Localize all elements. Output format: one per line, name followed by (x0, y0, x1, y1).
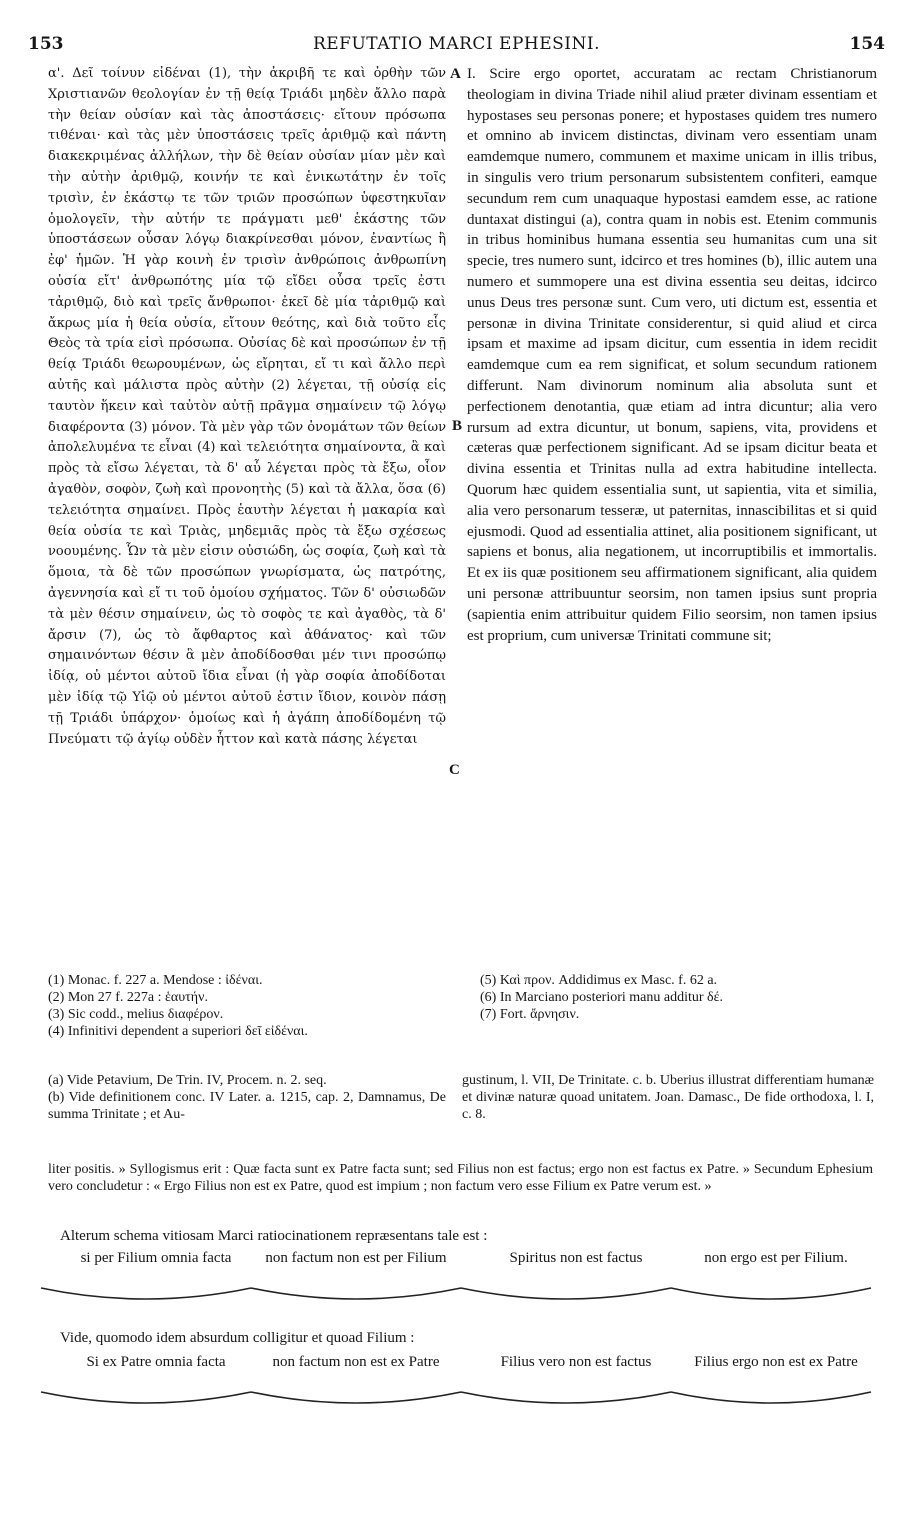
running-header (28, 34, 885, 62)
margin-letter-a: A (450, 66, 461, 82)
running-title: REFUTATIO MARCI EPHESINI. (312, 34, 601, 54)
reference-item: (b) Vide definitionem conc. IV Later. a. 1215, cap. 2, Damnamus, De summa Trinitate ; et Au- (48, 1090, 446, 1122)
note-item: (3) Sic codd., melius διαφέρον. (48, 1007, 224, 1022)
latin-column (467, 64, 877, 646)
reference-item: (a) Vide Petavium, De Trin. IV, Procem. n. 2. seq. (48, 1073, 327, 1088)
reference-item: gustinum, l. VII, De Trinitate. c. b. Uberius illustrat differentiam humanæ et divinæ naturæ quoad unitatem. Joan. Damasc., De fide orthodoxa, l. I, c. 8. (462, 1073, 874, 1122)
bottom-paragraph: liter positis. » Syllogismus erit : Quæ facta sunt ex Patre facta sunt; sed Filius non est factus; ergo non est factus ex Patre. » Secundum Ephesium vero concludetur : « Ergo Filius non est ex Patre, quod est impium ; non factum vero esse Filium ex Patre verum est. » (48, 1162, 873, 1194)
note-item: (6) In Marciano posteriori manu additur δέ. (480, 990, 724, 1005)
note-item: (5) Καὶ προν. Addidimus ex Masc. f. 62 a. (480, 973, 718, 988)
schema1-diagram (36, 1250, 876, 1310)
page-number-left: 153 (28, 34, 64, 54)
margin-letter-b: B (452, 418, 463, 434)
schema2-cell: Si ex Patre omnia facta (86, 1354, 226, 1370)
latin-paragraph: I. Scire ergo oportet, accuratam ac rectam Christianorum theologiam in divina Triade nihil aliud præter divinam essentiam et hypostases seu personas ponere; et hypostases quidem tres numero et omnino ab invicem distinctas, divinam vero essentiam unam eamdemque numero, communem et maxime unicam in illis tribus, in singulis vero trium personarum subsistentem confiteri, eamque secundum rem cum unaquaque hypostasi eamdem esse, ac ratione duntaxat distingui (a), contra quam in nobis est. Etenim communis in tribus hominibus humana essentia seu humanitas cum una sit specie, tres numero sunt, idcirco et tres homines (b), illic autem una numero et summopere una est divina essentia seu deitas, idcirco unus Deus tres personæ sunt. Cum vero, uti dictum est, essentia et personæ in divina Trinitate considerentur, si quid aliud et circa ipsam et maxime ad ipsam dicitur, cum essentia in idem recidit eamdemque cum ea rem significat, et solum secundum rationem differunt. Nam divinorum nominum alia absoluta sunt et perfectionem denotantia, quæ etiam ad intra dicuntur; alia vero rursum ad extra dicuntur, ut bonum, sapiens, vita, providens et cæteras quæ perfectionem significant. Ad se ipsam dicitur beata et divina essentia et Trinitas nulla ad extra habitudine intellecta. Quorum hæc quidem essentialia sunt, ut sapientia, vita et similia, alia vero personarum tesseræ, ut paternitas, innascibilitas et si quid ejusmodi. Quod ad essentialia attinet, alia positionem significant, ut sapiens et bonus, alia negationem, ut incorruptibilis et immortalis. Et ex iis quæ positionem seu affirmationem significant, alia quidem uni personæ attribuuntur seorsim, non tamen ipsius sunt propria (sapientia enim attribuitur quidem Filio seorsim, non tamen ipsius est proprium, cum universæ Trinitati commune sit; (467, 66, 877, 644)
references-left (48, 1072, 446, 1123)
schema2-cell: Filius ergo non est ex Patre (694, 1354, 858, 1370)
references-right (462, 1072, 874, 1123)
schema2-cell: non factum non est ex Patre (272, 1354, 440, 1370)
margin-letter-c: C (449, 762, 460, 778)
note-item: (1) Monac. f. 227 a. Mendose : ἰδέναι. (48, 973, 263, 988)
textual-notes-right (480, 972, 880, 1023)
schema1-title: Alterum schema vitiosam Marci ratiocinationem repræsentans tale est : (60, 1228, 488, 1244)
textual-notes-left (48, 972, 448, 1040)
schema1-cell: non ergo est per Filium. (704, 1250, 848, 1266)
schema2-diagram (36, 1354, 876, 1414)
schema1-cell: Spiritus non est factus (509, 1250, 643, 1266)
schema2-title: Vide, quomodo idem absurdum colligitur et quoad Filium : (60, 1330, 415, 1346)
schema2-arcs (36, 1388, 876, 1416)
schema1-arcs (36, 1284, 876, 1312)
greek-paragraph: α'. Δεῖ τοίνυν εἰδέναι (1), τὴν ἀκριβῆ τε καὶ ὀρθὴν τῶν Χριστιανῶν θεολογίαν ἐν τῇ θείᾳ Τριάδι μηδὲν ἄλλο παρὰ τὴν θείαν οὐσίαν καὶ τὰς ἀποστάσεις· εἴτουν πρόσωπα τιθέναι· καὶ τὰς μὲν ὑποστάσεις τρεῖς ἀριθμῷ καὶ πάντη διακεκριμένας ἀλλήλων, τὴν δὲ θείαν οὐσίαν μίαν μὲν καὶ τὴν αὐτὴν ἀριθμῷ, κοινήν τε καὶ ἑνικωτάτην ἐν τοῖς τρισὶν, ἐν ἑκάστῳ τε τῶν τριῶν προσώπων ὑφεστηκυῖαν ὁμολογεῖν, τὴν αὐτήν τε πράγματι μεθ' ἑκάστης τῶν ὑποστάσεων οὖσαν λόγῳ διακρίνεσθαι μόνον, ἐναντίως ἢ ἐφ' ἡμῶν. Ἡ γὰρ κοινὴ ἐν τρισὶν ἀνθρώποις ἀνθρωπίνη οὐσία εἴτ' ἀνθρωπότης μία τῷ εἴδει οὖσα τρεῖς ἐστι τἀριθμῷ, διὸ καὶ τρεῖς ἄνθρωποι· ἐκεῖ δὲ μία τἀριθμῷ καὶ ἄκρως μία ἡ θεία οὐσία, εἴτουν θεότης, καὶ διὰ τοῦτο εἷς Θεὸς τὰ τρία εἰσὶ πρόσωπα. Οὐσίας δὲ καὶ προσώπων ἐν τῇ θείᾳ Τριάδι θεωρουμένων, ὡς εἴρηται, εἴ τι καὶ ἄλλο περὶ αὐτῆς καὶ μάλιστα πρὸς αὐτὴν (2) λέγεται, τῇ οὐσίᾳ εἰς ταυτὸν ἥκειν καὶ ταὐτὸν αὐτῇ πρᾶγμα σημαίνειν τῷ λόγῳ διαφέροντα (3) μόνον. Τὰ μὲν γὰρ τῶν ὀνομάτων τῶν θείων ἀπολελυμένα τε εἶναι (4) καὶ τελειότητα σημαίνοντα, ἃ καὶ πρὸς τὰ εἴσω λέγεται, τὰ δ' αὖ λέγεται πρὸς τὰ ἔξω, οἷον ἀγαθὸν, σοφὸν, ζωὴ καὶ προνοητὴς (5) καὶ τὰ ἄλλα, ὅσα (6) τελειότητα σημαίνει. Πρὸς ἑαυτὴν λέγεται ἡ μακαρία καὶ θεία οὐσία τε καὶ Τριὰς, μηδεμιᾶς πρὸς τὰ ἔξω σχέσεως νοουμένης. Ὧν τὰ μὲν εἰσιν οὐσιώδη, ὡς σοφία, ζωὴ καὶ τὰ ὅμοια, τὰ δὲ τῶν προσώπων γνωρίσματα, ὡς πατρότης, ἀγεννησία καὶ εἴ τι τοῦ ὁμοίου σχήματος. Τῶν δ' οὐσιωδῶν τὰ μὲν θέσιν σημαίνειν, ὡς τὸ σοφὸς τε καὶ ἀγαθὸς, τὰ δ' ἄρσιν (7), ὡς τὸ ἄφθαρτος καὶ ἀθάνατος· καὶ τῶν σημαινόντων θέσιν ἃ μὲν ἀποδίδοσθαι μέν τινι προσώπῳ ἰδίᾳ, οὐ μέντοι αὐτοῦ ἴδια εἶναι (ἡ γὰρ σοφία ἀποδίδοται μὲν ἰδίᾳ τῷ Υἱῷ οὐ μέντοι αὐτοῦ ἐστιν ἴδιον, κοινὸν πάσῃ τῇ Τριάδι ὑπάρχον· ὁμοίως καὶ ἡ ἀγάπη ἀποδίδομένη τῷ Πνεύματι τῷ ἁγίῳ οὐδὲν ἧττον καὶ κατὰ πάσης λέγεται (48, 66, 446, 747)
schema1-cell: si per Filium omnia facta (80, 1250, 232, 1266)
note-item: (7) Fort. ἄρνησιν. (480, 1007, 580, 1022)
page-number-right: 154 (849, 34, 885, 54)
greek-column (48, 64, 446, 750)
note-item: (2) Mon 27 f. 227a : ἑαυτήν. (48, 990, 208, 1005)
schema1-cell: non factum non est per Filium (265, 1250, 447, 1266)
note-item: (4) Infinitivi dependent a superiori δεῖ εἰδέναι. (48, 1024, 308, 1039)
schema2-cell: Filius vero non est factus (500, 1354, 652, 1370)
